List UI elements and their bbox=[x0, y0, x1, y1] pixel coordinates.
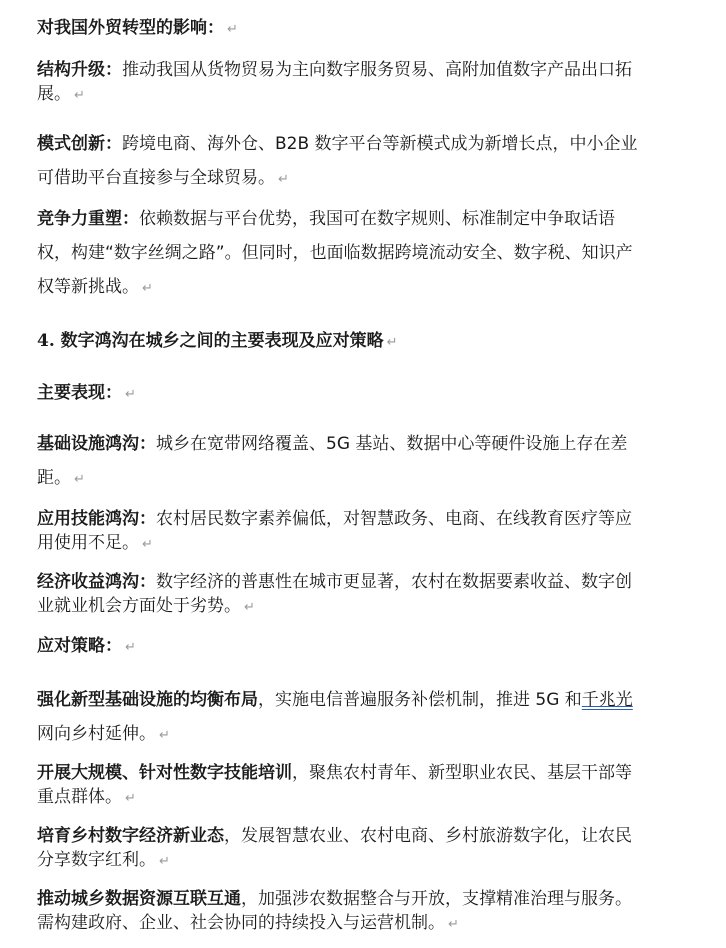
paragraph-strategy-new-business bbox=[37, 824, 647, 874]
paragraph-text: ，聚焦农村青年、新型职业农民、基层干部等重点群体。 bbox=[37, 763, 632, 807]
paragraph-mark-icon: ↵ bbox=[142, 281, 153, 296]
paragraph-text: 推动我国从货物贸易为主向数字服务贸易、高附加值数字产品出口拓展。 bbox=[37, 60, 632, 104]
paragraph-lead: 应用技能鸿沟： bbox=[37, 509, 156, 529]
paragraph-text: 依赖数据与平台优势，我国可在数字规则、标准制定中争取话语权，构建“数字丝绸之路”。但同时，也面临数据跨境流动安全、数字税、知识产权等新挑战。 bbox=[37, 209, 633, 297]
paragraph-strategy-data-sharing bbox=[37, 887, 647, 937]
paragraph-lead: 基础设施鸿沟： bbox=[37, 434, 156, 454]
paragraph-mark-icon: ↵ bbox=[159, 728, 170, 743]
paragraph-mark-icon: ↵ bbox=[278, 172, 289, 187]
paragraph-structure-upgrade bbox=[37, 58, 647, 108]
paragraph-lead: 推动城乡数据资源互联互通 bbox=[37, 889, 241, 909]
paragraph-text: 农村居民数字素养偏低，对智慧政务、电商、在线教育医疗等应用使用不足。 bbox=[37, 509, 632, 553]
paragraph-text: 跨境电商、海外仓、B2B 数字平台等新模式成为新增长点，中小企业可借助平台直接参与全球贸易。 bbox=[37, 134, 638, 188]
paragraph-lead: 模式创新： bbox=[37, 134, 122, 154]
paragraph-text: ，加强涉农数据整合与开放，支撑精准治理与服务。需构建政府、企业、社会协同的持续投入与运营机制。 bbox=[37, 889, 632, 933]
paragraph-mark-icon: ↵ bbox=[142, 537, 153, 552]
paragraph-text: ，发展智慧农业、农村电商、乡村旅游数字化，让农民分享数字红利。 bbox=[37, 826, 632, 870]
paragraph-economic-gap bbox=[37, 570, 647, 620]
paragraph-lead: 强化新型基础设施的均衡布局 bbox=[37, 690, 258, 710]
paragraph-lead: 开展大规模、针对性数字技能培训 bbox=[37, 763, 292, 783]
paragraph-infrastructure-gap bbox=[37, 427, 647, 497]
paragraph-mark-icon: ↵ bbox=[125, 387, 136, 402]
paragraph-competitiveness bbox=[37, 202, 647, 306]
strategies-heading: 应对策略： ↵ bbox=[37, 636, 136, 656]
paragraph-mark-icon: ↵ bbox=[159, 854, 170, 869]
paragraph-text: 网向乡村延伸。 bbox=[37, 724, 156, 744]
paragraph-mark-icon: ↵ bbox=[125, 791, 136, 806]
paragraph-mark-icon: ↵ bbox=[244, 600, 255, 615]
paragraph-lead: 竞争力重塑： bbox=[37, 209, 139, 229]
paragraph-mark-icon: ↵ bbox=[125, 640, 136, 655]
paragraph-lead: 培育乡村数字经济新业态 bbox=[37, 826, 224, 846]
paragraph-mark-icon: ↵ bbox=[74, 472, 85, 487]
paragraph-strategy-infrastructure bbox=[37, 683, 647, 753]
paragraph-text: ，实施电信普遍服务补偿机制，推进 5G 和 bbox=[258, 690, 582, 710]
paragraph-text: 数字经济的普惠性在城市更显著，农村在数据要素收益、数字创业就业机会方面处于劣势。 bbox=[37, 572, 632, 616]
paragraph-skills-gap bbox=[37, 507, 647, 557]
paragraph-mark-icon: ↵ bbox=[74, 88, 85, 103]
paragraph-lead: 结构升级： bbox=[37, 60, 122, 80]
paragraph-strategy-training bbox=[37, 761, 647, 811]
manifestations-heading: 主要表现： ↵ bbox=[37, 383, 136, 403]
paragraph-mark-icon: ↵ bbox=[386, 335, 398, 350]
paragraph-lead: 经济收益鸿沟： bbox=[37, 572, 156, 592]
paragraph-model-innovation bbox=[37, 127, 647, 197]
section-4-heading: 4. 数字鸿沟在城乡之间的主要表现及应对策略 ↵ bbox=[37, 331, 398, 351]
paragraph-mark-icon: ↵ bbox=[448, 917, 459, 932]
impact-heading: 对我国外贸转型的影响： ↵ bbox=[37, 18, 238, 38]
spellcheck-underlined-text: 千兆光 bbox=[581, 690, 633, 710]
paragraph-text: 城乡在宽带网络覆盖、5G 基站、数据中心等硬件设施上存在差距。 bbox=[37, 434, 628, 488]
paragraph-mark-icon: ↵ bbox=[227, 22, 238, 37]
